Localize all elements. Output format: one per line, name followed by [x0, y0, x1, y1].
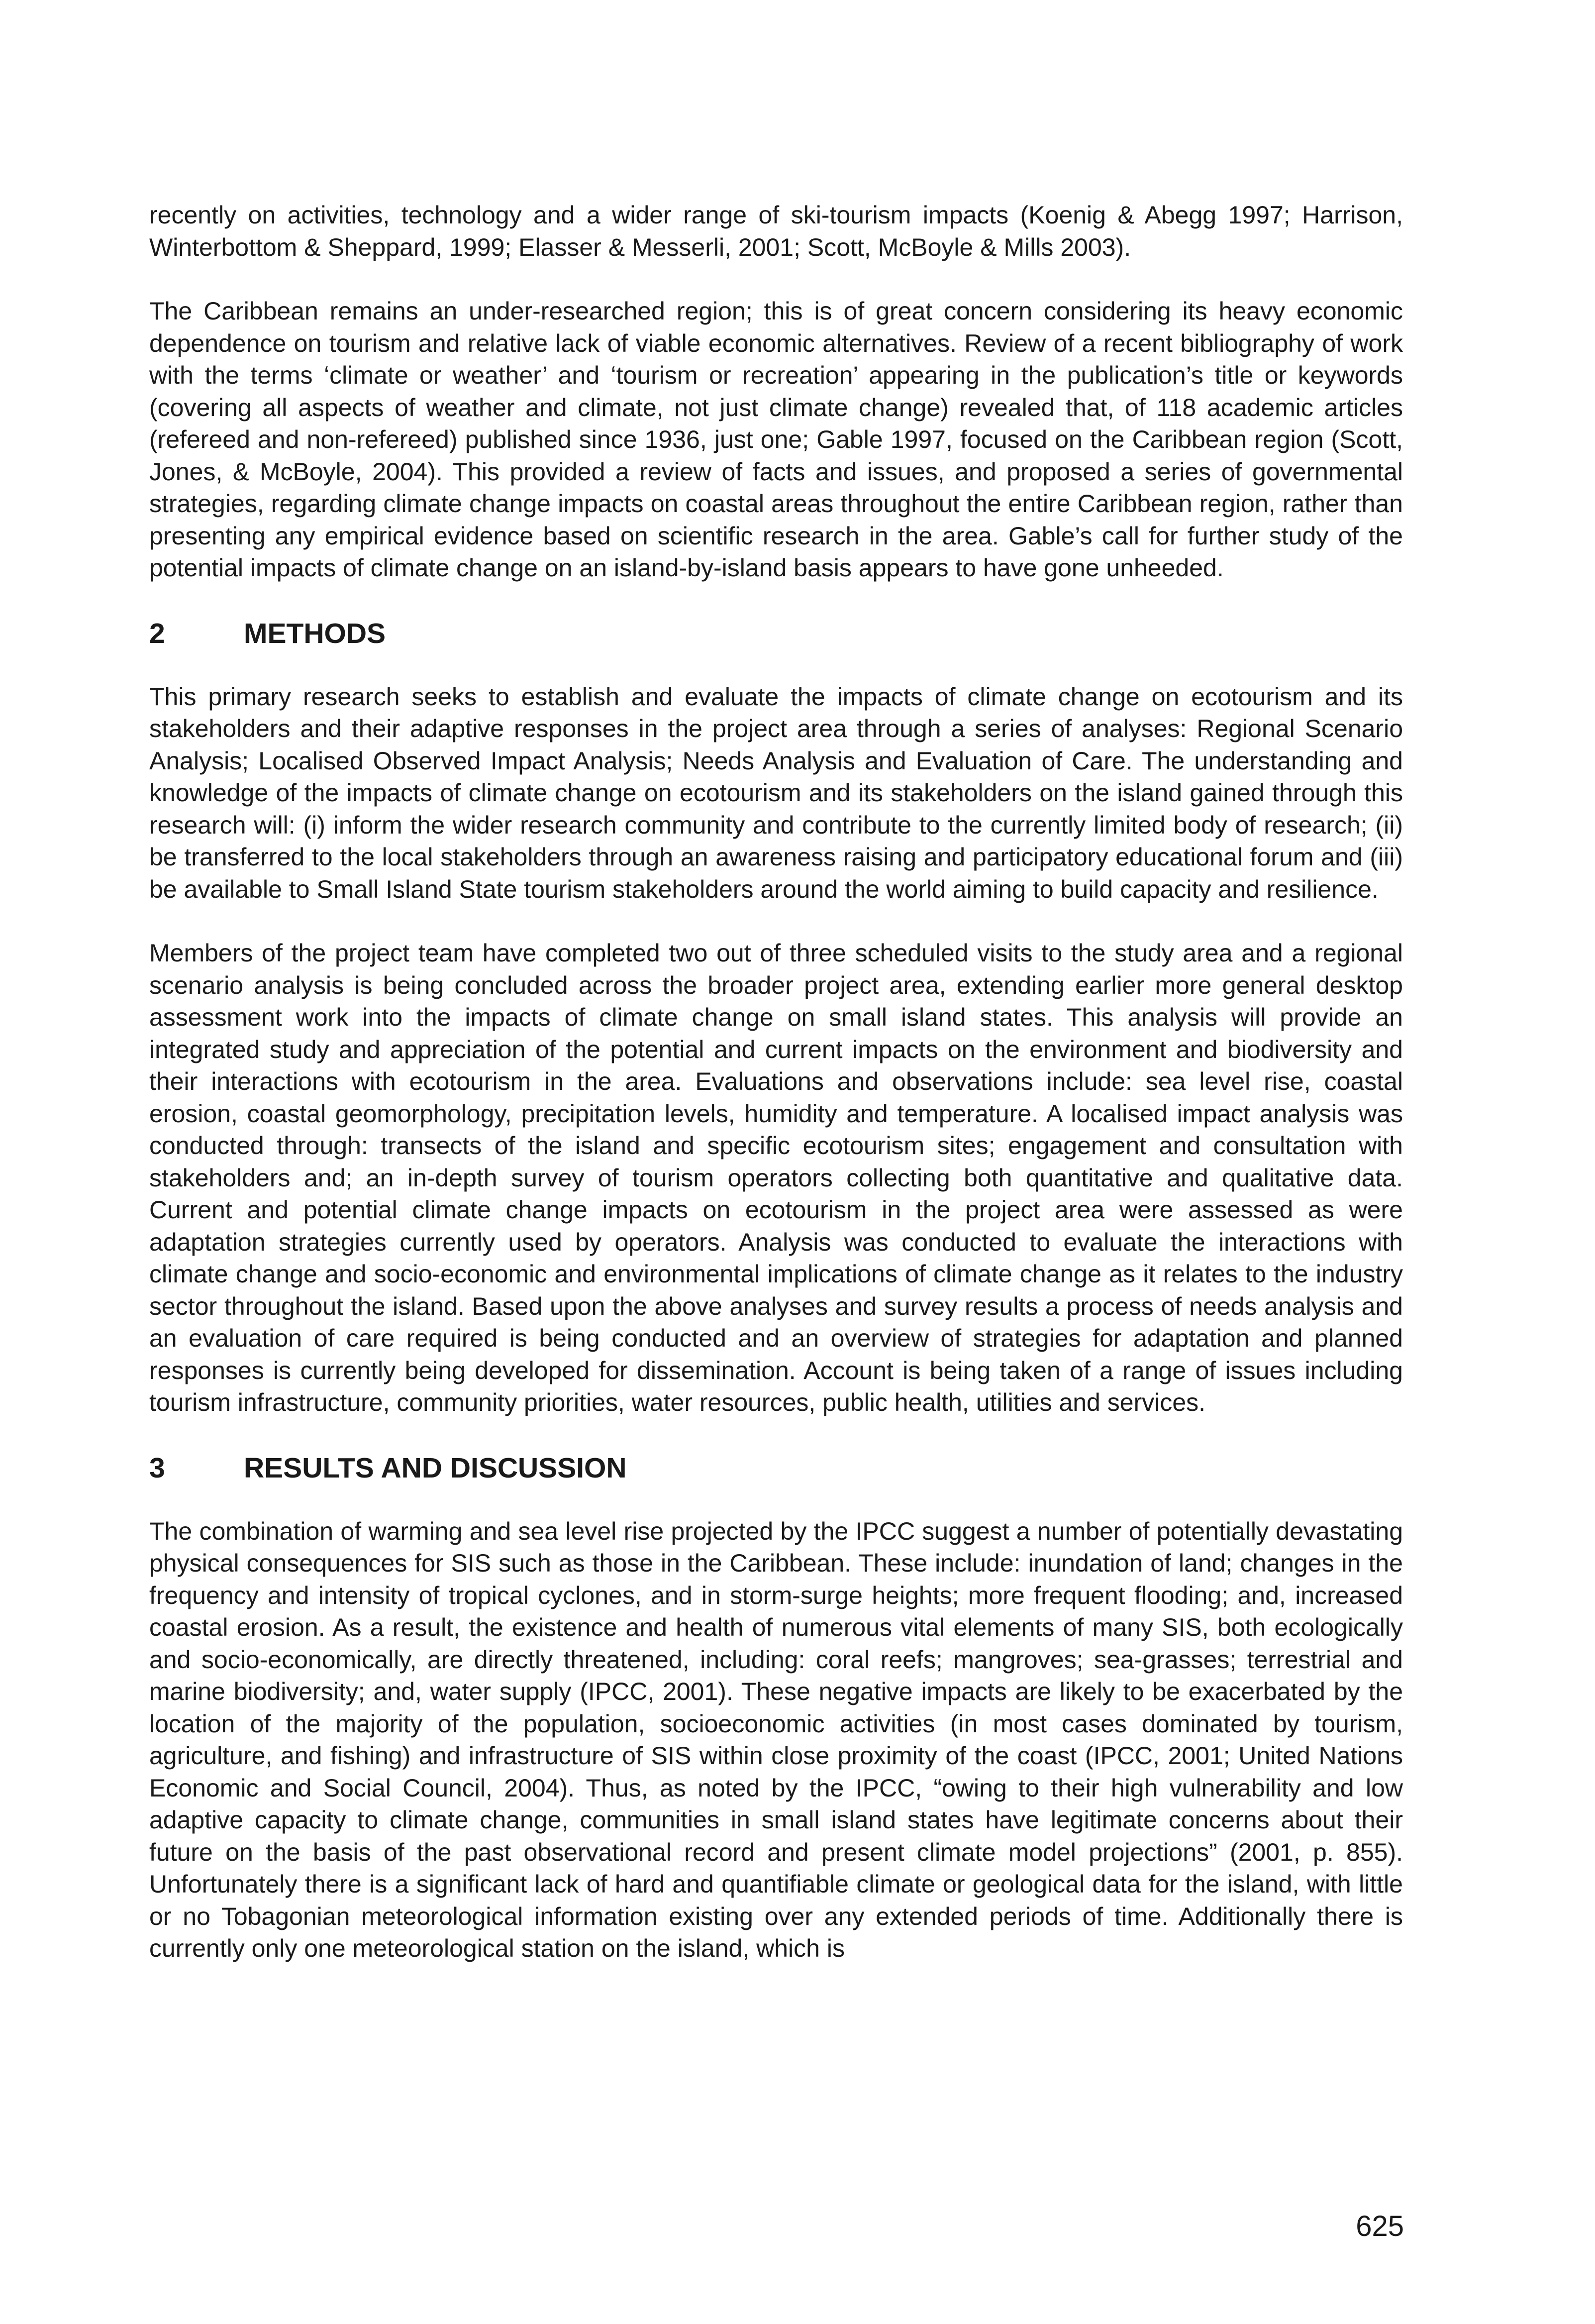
page-number: 625 — [1356, 2210, 1404, 2242]
paragraph-results-1: The combination of warming and sea level rise projected by the IPCC suggest a number of potentially devastating physical consequences for SIS such as those in the Caribbean. These include: inundation of land; changes in the frequency and intensity of tropical cyclones, and in storm-surge heights; more frequent flooding; and, increased coastal erosion. As a result, the existence and health of numerous vital elements of many SIS, both ecologically and socio-economically, are directly threatened, including: coral reefs; mangroves; sea-grasses; terrestrial and marine biodiversity; and, water supply (IPCC, 2001). These negative impacts are likely to be exacerbated by the location of the majority of the population, socioeconomic activities (in most cases dominated by tourism, agriculture, and fishing) and infrastructure of SIS within close proximity of the coast (IPCC, 2001; United Nations Economic and Social Council, 2004). Thus, as noted by the IPCC, “owing to their high vulnerability and low adaptive capacity to climate change, communities in small island states have legitimate concerns about their future on the basis of the past observational record and present climate model projections” (2001, p. 855). Unfortunately there is a significant lack of hard and quantifiable climate or geological data for the island, with little or no Tobagonian meteorological information existing over any extended periods of time. Additionally there is currently only one meteorological station on the island, which is — [149, 1517, 1403, 1962]
paragraph-intro-1: recently on activities, technology and a wider range of ski-tourism impacts (Koenig & Abegg 1997; Harrison, Winterbottom & Sheppard, 1999; Elasser & Messerli, 2001; Scott, McBoyle & Mills 2003). — [149, 201, 1403, 261]
page-body — [149, 199, 1403, 1997]
paragraph-intro-2: The Caribbean remains an under-researched region; this is of great concern considering its heavy economic dependence on tourism and relative lack of viable economic alternatives. Review of a recent bibliography of work with the terms ‘climate or weather’ and ‘tourism or recreation’ appearing in the publication’s title or keywords (covering all aspects of weather and climate, not just climate change) revealed that, of 118 academic articles (refereed and non-refereed) published since 1936, just one; Gable 1997, focused on the Caribbean region (Scott, Jones, & McBoyle, 2004). This provided a review of facts and issues, and proposed a series of governmental strategies, regarding climate change impacts on coastal areas throughout the entire Caribbean region, rather than presenting any empirical evidence based on scientific research in the area. Gable’s call for further study of the potential impacts of climate change on an island-by-island basis appears to have gone unheeded. — [149, 297, 1403, 582]
section-number: 2 — [149, 617, 165, 649]
section-heading-methods — [149, 616, 1403, 651]
section-title: METHODS — [244, 617, 386, 649]
section-number: 3 — [149, 1452, 165, 1484]
section-heading-results — [149, 1451, 1403, 1485]
paragraph-methods-2: Members of the project team have completed two out of three scheduled visits to the study area and a regional scenario analysis is being concluded across the broader project area, extending earlier more general desktop assessment work into the impacts of climate change on small island states. This analysis will provide an integrated study and appreciation of the potential and current impacts on the environment and biodiversity and their interactions with ecotourism in the area. Evaluations and observations include: sea level rise, coastal erosion, coastal geomorphology, precipitation levels, humidity and temperature. A localised impact analysis was conducted through: transects of the island and specific ecotourism sites; engagement and consultation with stakeholders and; an in-depth survey of tourism operators collecting both quantitative and qualitative data. Current and potential climate change impacts on ecotourism in the project area were assessed as were adaptation strategies currently used by operators. Analysis was conducted to evaluate the interactions with climate change and socio-economic and environmental implications of climate change as it relates to the industry sector throughout the island. Based upon the above analyses and survey results a process of needs analysis and an evaluation of care required is being conducted and an overview of strategies for adaptation and planned responses is currently being developed for dissemination. Account is being taken of a range of issues including tourism infrastructure, community priorities, water resources, public health, utilities and services. — [149, 939, 1403, 1416]
section-title: RESULTS AND DISCUSSION — [244, 1452, 627, 1484]
paragraph-methods-1: This primary research seeks to establish and evaluate the impacts of climate change on ecotourism and its stakeholders and their adaptive responses in the project area through a series of analyses: Regional Scenario Analysis; Localised Observed Impact Analysis; Needs Analysis and Evaluation of Care. The understanding and knowledge of the impacts of climate change on ecotourism and its stakeholders on the island gained through this research will: (i) inform the wider research community and contribute to the currently limited body of research; (ii) be transferred to the local stakeholders through an awareness raising and participatory educational forum and (iii) be available to Small Island State tourism stakeholders around the world aiming to build capacity and resilience. — [149, 682, 1403, 903]
